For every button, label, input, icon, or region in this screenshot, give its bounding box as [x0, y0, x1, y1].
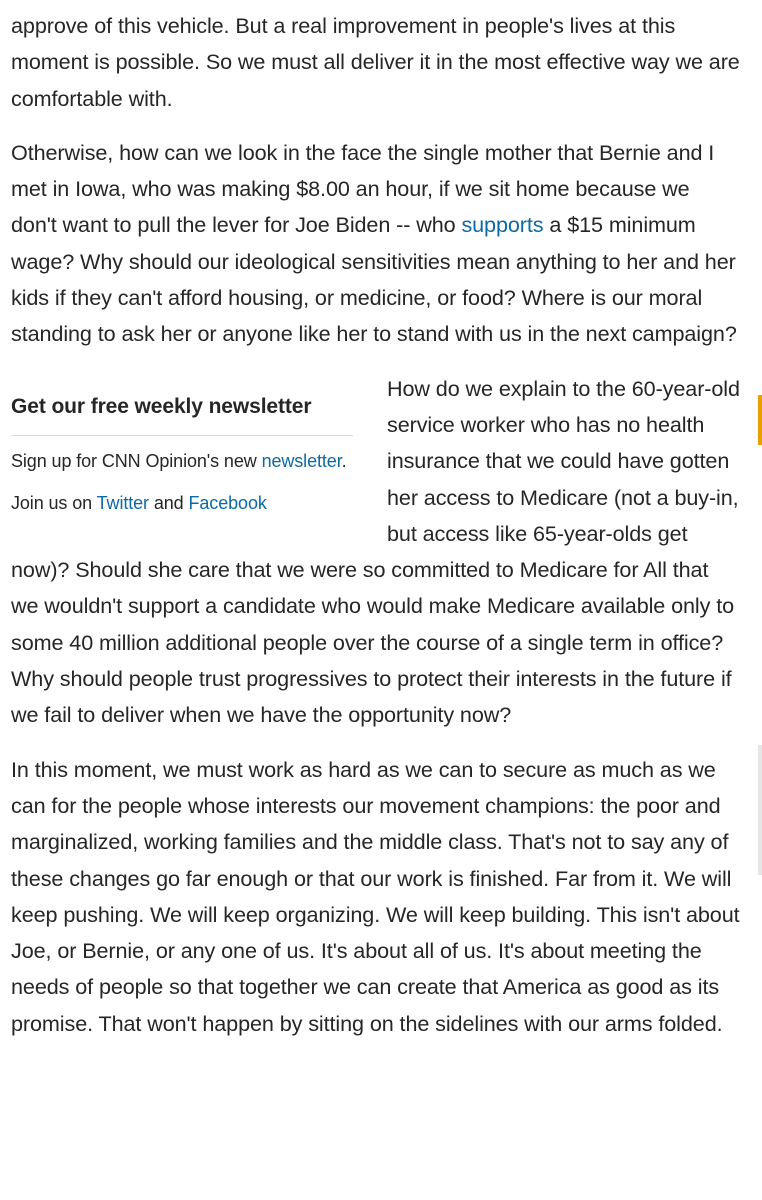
article-paragraph-4: [11, 752, 741, 1042]
newsletter-signup-end: .: [341, 450, 347, 471]
newsletter-link[interactable]: newsletter: [261, 450, 342, 471]
page-edge-scroll-track: [758, 745, 762, 875]
article-body: [11, 8, 741, 1060]
article-paragraph-1: [11, 8, 741, 117]
newsletter-title: Get our free weekly newsletter: [11, 393, 353, 436]
paragraph-text: In this moment, we must work as hard as we can to secure as much as we can for the people whose interests our movement champions: the poor and marginalized, working families and the middle class. That's not to say any of these changes go far enough or that our work is finished. Far from it. We will keep pushing. We will keep organizing. We will keep building. This isn't about Joe, or Bernie, or any one of us. It's about all of us. It's about meeting the needs of people so that together we can create that America as good as its promise. That won't happen by sitting on the sidelines with our arms folded.: [11, 756, 740, 1036]
newsletter-signup-line: [11, 448, 353, 474]
paragraph-text-after-link: a $15 minimum wage? Why should our ideological sensitivities mean anything to her and her kids if they can't afford housing, or medicine, or food? Where is our moral standing to ask her or anyone like her to stand with us in the next campaign?: [11, 212, 737, 347]
join-text: Join us on: [11, 492, 97, 513]
twitter-link[interactable]: Twitter: [96, 492, 149, 513]
social-join-line: [11, 490, 353, 516]
paragraph-text: How do we explain to the 60-year-old service worker who has no health insurance that we could have gotten her access to Medicare (not a buy-in, but access like 65-year-olds get now)? Should she care that we were so committed to Medicare for All that we wouldn't support a candidate who would make Medicare available only to some 40 million additional people over the course of a single term in office? Why should people trust progressives to protect their interests in the future if we fail to deliver when we have the opportunity now?: [11, 375, 740, 728]
paragraph-text: approve of this vehicle. But a real improvement in people's lives at this moment is possible. So we must all deliver it in the most effective way we are comfortable with.: [11, 13, 740, 111]
page-edge-accent: [758, 395, 762, 445]
facebook-link[interactable]: Facebook: [188, 492, 267, 513]
newsletter-signup-text: Sign up for CNN Opinion's new: [11, 450, 262, 471]
supports-link[interactable]: supports: [461, 212, 544, 238]
and-text: and: [148, 492, 189, 513]
article-paragraph-2: [11, 135, 741, 353]
newsletter-promo: [11, 393, 353, 532]
paragraph-text-before-link: Otherwise, how can we look in the face the single mother that Bernie and I met in Iowa, who was making $8.00 an hour, if we sit home because we don't want to pull the lever for Joe Biden -- who: [11, 139, 715, 238]
